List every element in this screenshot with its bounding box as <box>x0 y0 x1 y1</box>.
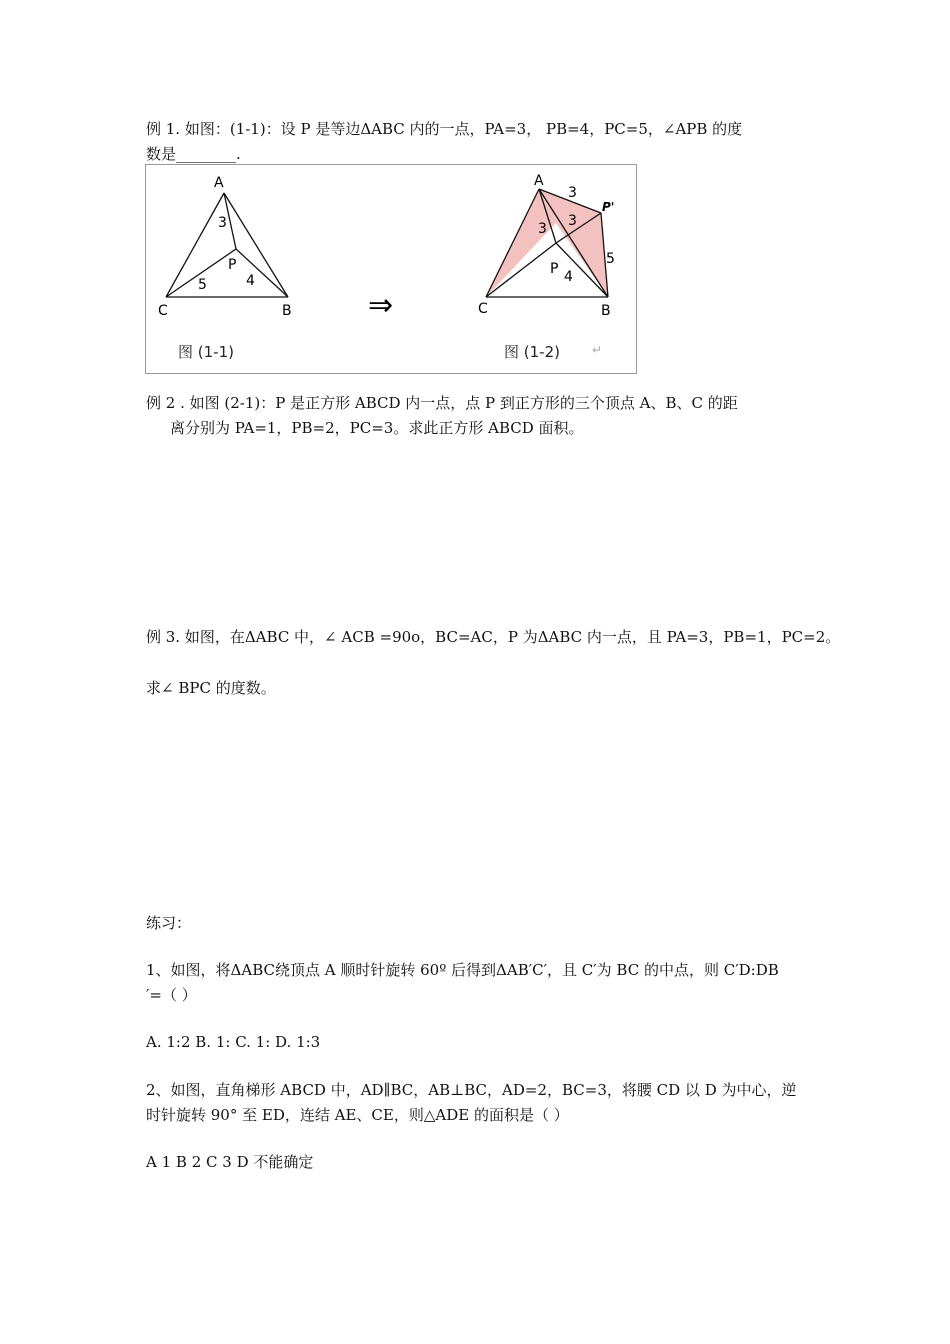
left-label-c: C <box>158 303 168 319</box>
caption-left: 图 (1-1) <box>178 343 234 361</box>
right-edge-right: 5 <box>606 251 615 267</box>
left-label-b: B <box>282 303 292 319</box>
right-label-a: A <box>534 173 544 189</box>
right-edge-inner-b: 3 <box>568 213 577 229</box>
example-1-line-2: 数是________. <box>146 145 241 163</box>
figure-1 <box>145 164 637 374</box>
return-mark: ↵ <box>592 343 603 357</box>
right-label-b: B <box>601 303 611 319</box>
practice-q1-options: A. 1:2 B. 1: C. 1: D. 1:3 <box>146 1033 321 1051</box>
practice-title: 练习： <box>146 914 192 932</box>
practice-q2-line-2: 时针旋转 90° 至 ED，连结 AE、CE，则△ADE 的面积是（ ） <box>146 1106 569 1124</box>
triangle-abc-left <box>166 193 288 297</box>
example-3-line-1: 例 3. 如图，在ΔABC 中，∠ ACB =90o，BC=AC，P 为ΔABC 内一点，且 PA=3，PB=1，PC=2。 <box>146 628 841 646</box>
right-edge-top: 3 <box>568 185 577 201</box>
practice-q2-options: A 1 B 2 C 3 D 不能确定 <box>146 1153 314 1171</box>
left-edge-pc: 5 <box>198 277 207 293</box>
practice-q1-line-2: ′=（ ） <box>146 986 197 1004</box>
right-edge-pb: 4 <box>564 269 573 285</box>
left-edge-pb: 4 <box>246 273 255 289</box>
left-label-p: P <box>228 257 237 273</box>
right-label-c: C <box>478 301 488 317</box>
example-3-line-2: 求∠ BPC 的度数。 <box>146 679 276 697</box>
practice-q2-line-1: 2、如图，直角梯形 ABCD 中，AD∥BC，AB⊥BC，AD=2，BC=3，将腰 CD 以 D 为中心，逆 <box>146 1081 797 1099</box>
transform-arrow: ⇒ <box>368 288 394 323</box>
right-label-p: P <box>550 261 559 277</box>
left-edge-pa: 3 <box>218 215 227 231</box>
example-2-line-1: 例 2 . 如图 (2-1)：P 是正方形 ABCD 内一点，点 P 到正方形的三个顶点 A、B、C 的距 <box>146 394 738 412</box>
left-label-a: A <box>214 175 224 191</box>
right-edge-inner-a: 3 <box>538 221 547 237</box>
example-1-line-1: 例 1. 如图：(1-1)：设 P 是等边ΔABC 内的一点，PA=3， PB=4，PC=5，∠APB 的度 <box>146 120 743 138</box>
example-2-line-2: 离分别为 PA=1，PB=2，PC=3。求此正方形 ABCD 面积。 <box>170 419 584 437</box>
practice-q1-line-1: 1、如图，将ΔABC绕顶点 A 顺时针旋转 60º 后得到ΔAB′C′，且 C′为 BC 的中点，则 C′D:DB <box>146 961 779 979</box>
right-label-pprime: P' <box>602 200 615 214</box>
caption-right: 图 (1-2) <box>504 343 560 361</box>
triangle-abc-right <box>486 189 608 297</box>
